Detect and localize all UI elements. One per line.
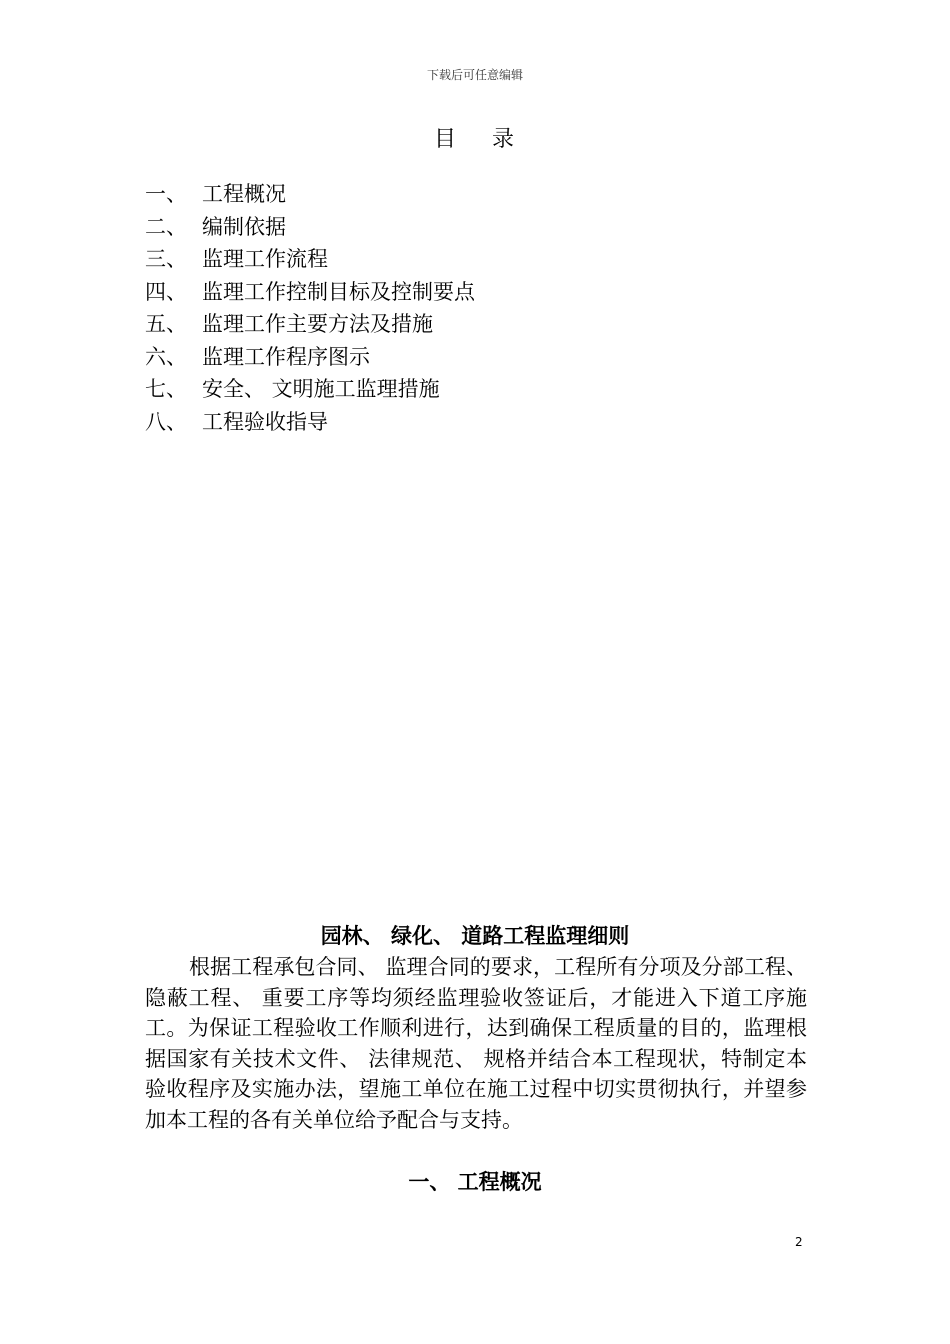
toc-item: [145, 178, 475, 211]
document-title: 园林、 绿化、 道路工程监理细则: [320, 924, 630, 948]
toc-title-left: 目: [433, 127, 458, 152]
toc-item-number: 一、: [145, 182, 187, 206]
toc-item-label: 监理工作主要方法及措施: [202, 312, 433, 336]
toc-item-label: 工程验收指导: [202, 409, 328, 434]
intro-paragraph: 根据工程承包合同、 监理合同的要求，工程所有分项及分部工程、 隐蔽工程、 重要工序等均须经监理验收签证后，才能进入下道工序施工。为保证工程验收工作顺利进行，达到确保工程质量的目的，监理根据国家有关技术文件、 法律规范、 规格并结合本工程现状，特制定本验收程序及实施办法，望施工单位在施工过程中切实贯彻执行，并望参加本工程的各有关单位给予配合与支持。: [145, 955, 807, 1132]
page-number: 2: [795, 1235, 803, 1249]
toc-item-label: 监理工作控制目标及控制要点: [202, 279, 475, 304]
toc-item-number: 六、: [145, 344, 187, 369]
section-heading: 一、 工程概况: [408, 1170, 542, 1194]
toc-item-label: 工程概况: [202, 182, 286, 206]
toc-item-number: 二、: [145, 214, 187, 239]
toc-item: [145, 243, 475, 276]
toc-item: [145, 211, 475, 244]
toc-item-label: 编制依据: [202, 214, 286, 239]
toc-item: [145, 276, 475, 309]
toc-item-label: 安全、 文明施工监理措施: [202, 377, 440, 401]
toc-item-label: 监理工作程序图示: [202, 344, 370, 369]
toc-item-number: 三、: [145, 247, 187, 271]
toc-item: [145, 341, 475, 374]
toc-item: [145, 308, 475, 341]
toc-item-number: 五、: [145, 312, 187, 336]
header-note: 下载后可任意编辑: [426, 68, 523, 82]
toc-item: [145, 406, 475, 439]
toc-list: [145, 178, 475, 438]
toc-item-number: 四、: [145, 279, 187, 304]
toc-item-number: 七、: [145, 377, 187, 401]
toc-item-number: 八、: [145, 409, 187, 434]
toc-item-label: 监理工作流程: [202, 247, 328, 271]
toc-title-right: 录: [492, 127, 517, 152]
toc-title: [0, 122, 950, 153]
toc-item: [145, 373, 475, 406]
